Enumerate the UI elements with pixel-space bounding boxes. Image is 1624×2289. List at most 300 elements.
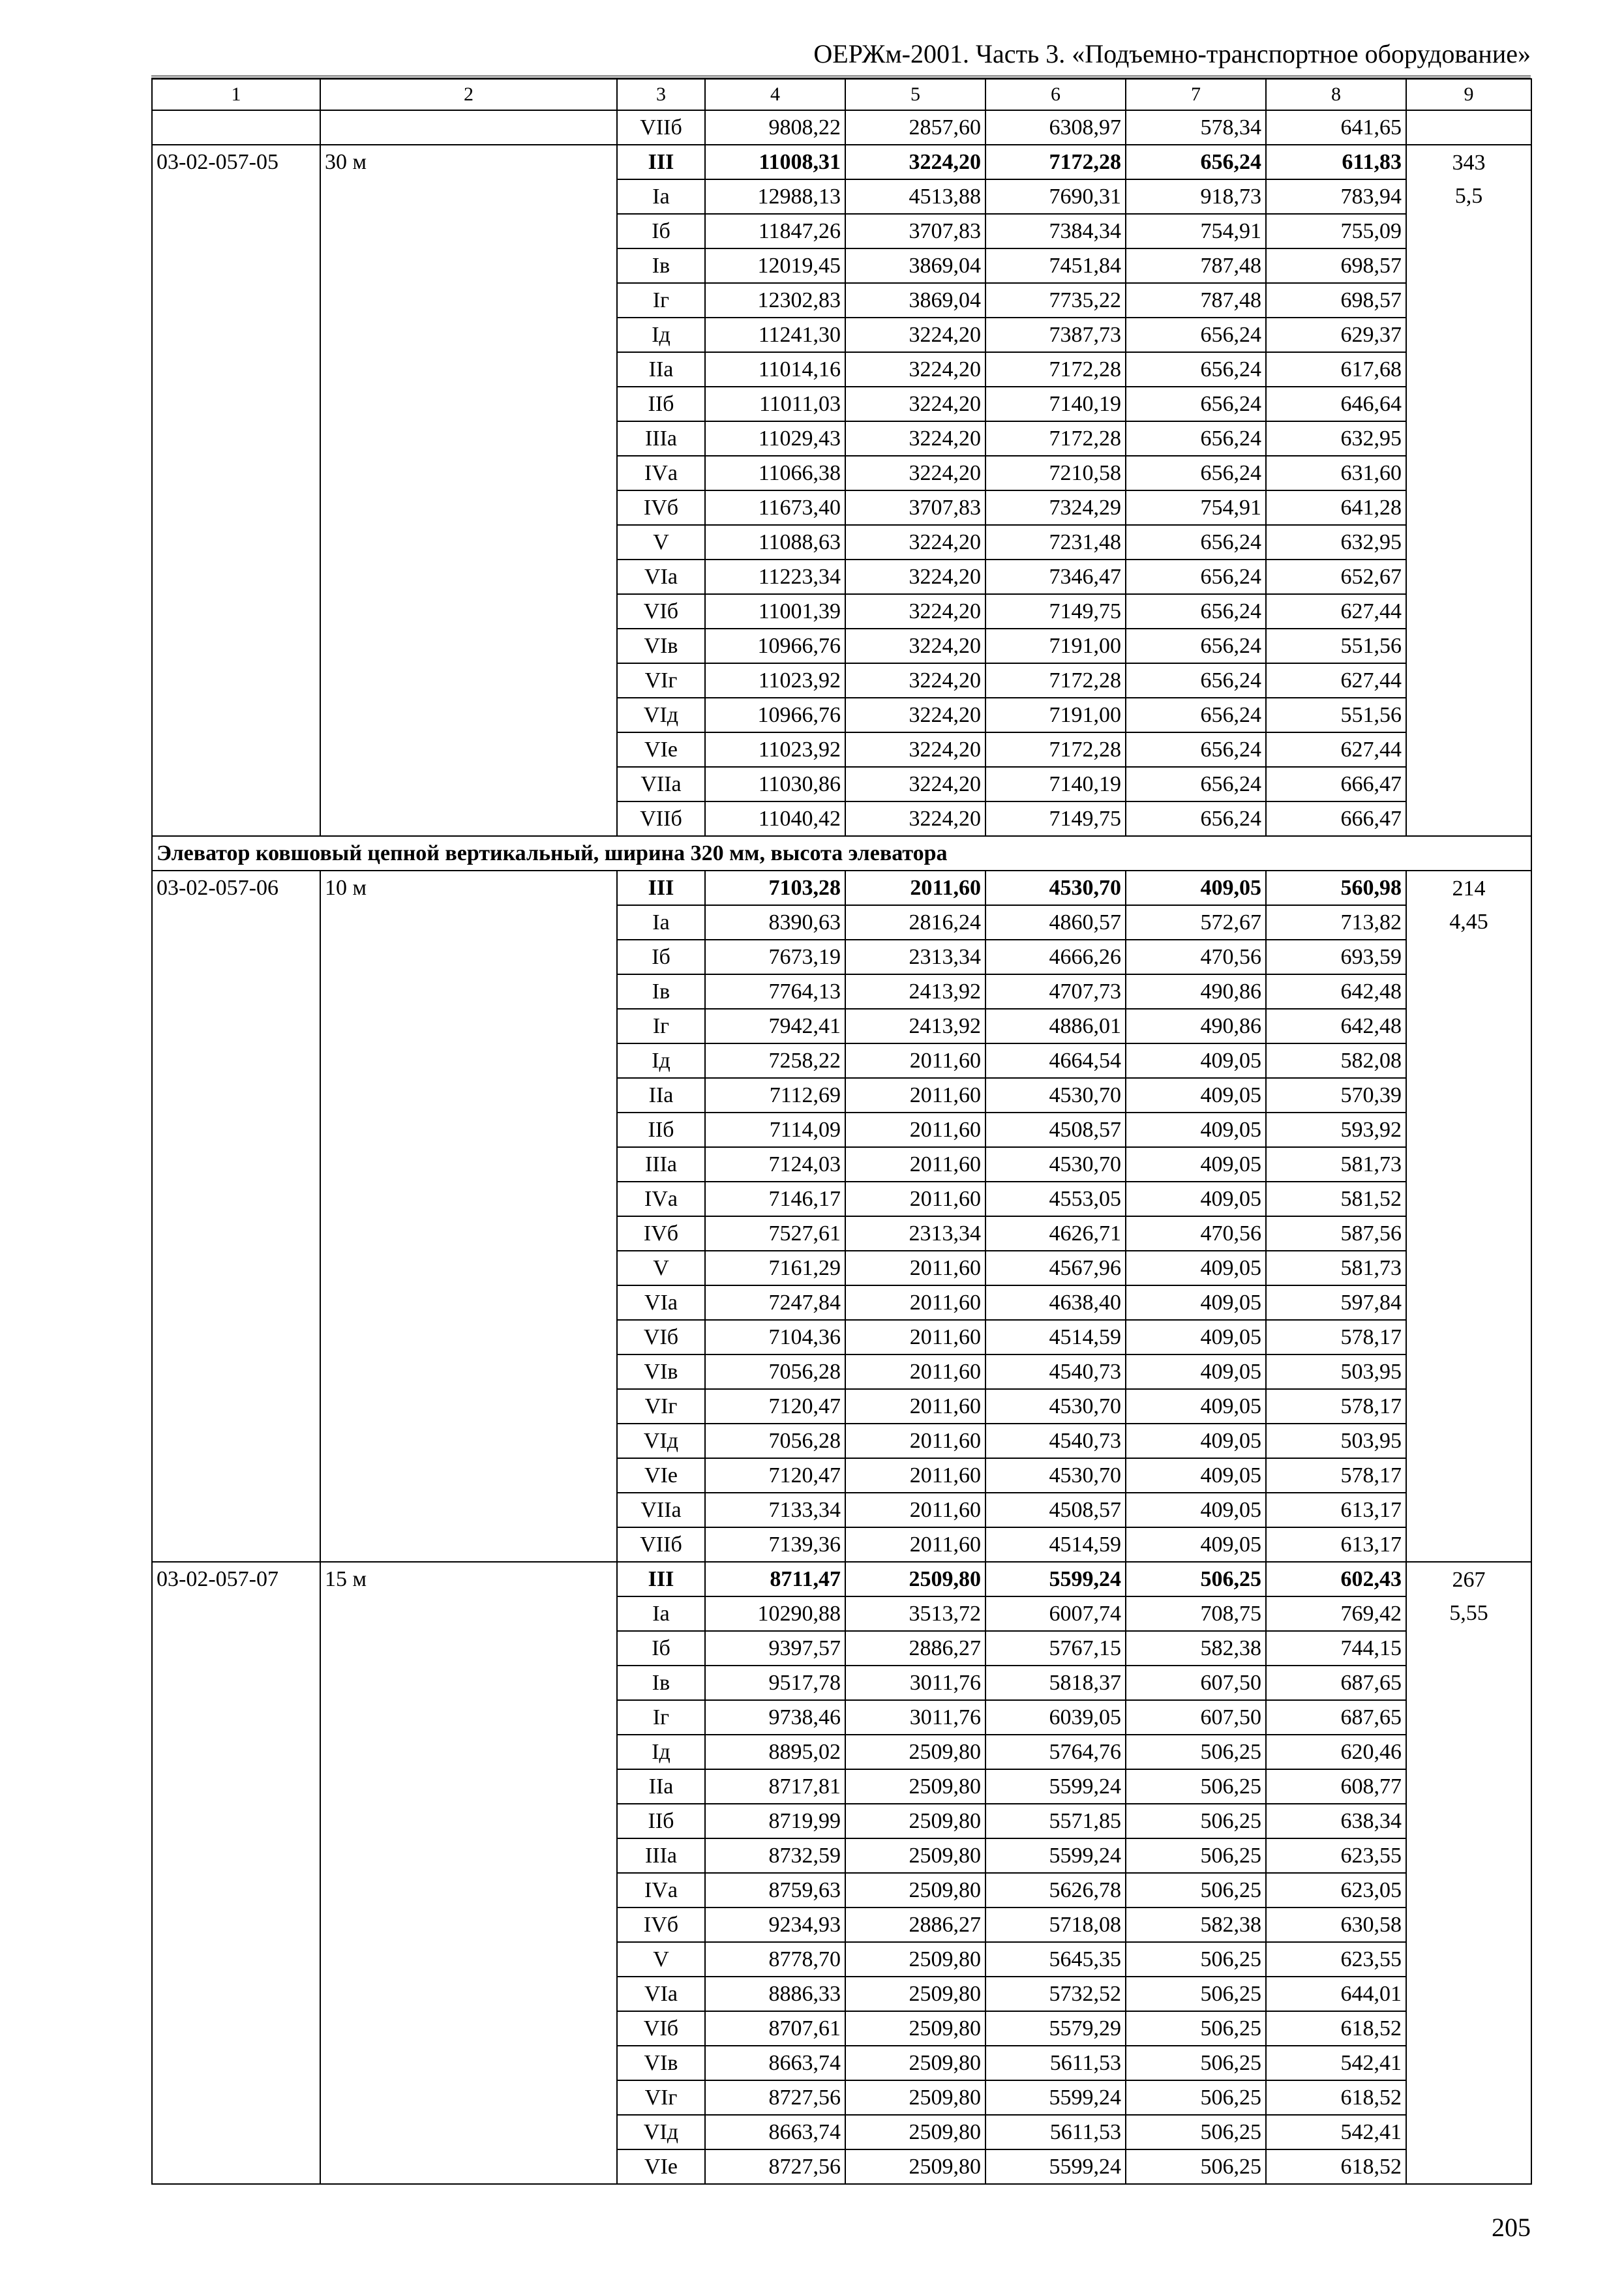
- table-cell: 4886,01: [985, 1009, 1126, 1043]
- table-cell: 641,65: [1266, 110, 1406, 145]
- table-cell: 11011,03: [705, 387, 845, 421]
- table-cell: 4530,70: [985, 1389, 1126, 1424]
- table-cell: 409,05: [1126, 1389, 1266, 1424]
- table-cell: 2011,60: [845, 1043, 985, 1078]
- table-cell: 409,05: [1126, 1285, 1266, 1320]
- table-cell: Iг: [617, 1009, 705, 1043]
- table-cell: 10966,76: [705, 698, 845, 732]
- table-cell: VIг: [617, 663, 705, 698]
- table-cell: 7139,36: [705, 1527, 845, 1562]
- table-cell: 607,50: [1126, 1700, 1266, 1735]
- table-cell: 6007,74: [985, 1596, 1126, 1631]
- table-cell: 8663,74: [705, 2115, 845, 2149]
- table-cell: 2509,80: [845, 1804, 985, 1838]
- table-cell: 551,56: [1266, 629, 1406, 663]
- table-cell: 4508,57: [985, 1493, 1126, 1527]
- table-cell: 409,05: [1126, 1320, 1266, 1354]
- table-cell: 2011,60: [845, 1527, 985, 1562]
- table-cell: VIд: [617, 2115, 705, 2149]
- table-cell: VIб: [617, 594, 705, 629]
- table-cell: VIа: [617, 1285, 705, 1320]
- table-cell: 5718,08: [985, 1908, 1126, 1942]
- table-cell: 7133,34: [705, 1493, 845, 1527]
- column-number: 2: [320, 79, 617, 110]
- table-cell: 656,24: [1126, 560, 1266, 594]
- table-cell: 656,24: [1126, 801, 1266, 836]
- table-cell: 7191,00: [985, 629, 1126, 663]
- table-cell: 618,52: [1266, 2080, 1406, 2115]
- code-cell: 03-02-057-07: [152, 1562, 320, 2184]
- table-cell: 2011,60: [845, 1493, 985, 1527]
- table-cell: 2011,60: [845, 1458, 985, 1493]
- table-cell: 506,25: [1126, 1562, 1266, 1596]
- table-cell: 11241,30: [705, 318, 845, 352]
- table-cell: 2509,80: [845, 1562, 985, 1596]
- table-cell: 646,64: [1266, 387, 1406, 421]
- table-cell: 3224,20: [845, 145, 985, 179]
- table-cell: 581,73: [1266, 1251, 1406, 1285]
- table-cell: Iб: [617, 940, 705, 974]
- table-cell: 2011,60: [845, 1182, 985, 1216]
- table-cell: 12302,83: [705, 283, 845, 318]
- table-cell: 2011,60: [845, 871, 985, 905]
- table-cell: 506,25: [1126, 2115, 1266, 2149]
- table-cell: 409,05: [1126, 1424, 1266, 1458]
- table-cell: 687,65: [1266, 1666, 1406, 1700]
- table-cell: 656,24: [1126, 456, 1266, 490]
- table-cell: Iа: [617, 1596, 705, 1631]
- table-cell: 4513,88: [845, 179, 985, 214]
- table-cell: 7172,28: [985, 663, 1126, 698]
- table-cell: 3224,20: [845, 387, 985, 421]
- table-cell: 4530,70: [985, 871, 1126, 905]
- col9-cell: 5,55: [1406, 1596, 1531, 2184]
- table-cell: VIIб: [617, 1527, 705, 1562]
- table-row-main: [152, 145, 1531, 179]
- table-cell: 4540,73: [985, 1424, 1126, 1458]
- table-cell: 542,41: [1266, 2115, 1406, 2149]
- col9-cell: 214: [1406, 871, 1531, 905]
- table-cell: 620,46: [1266, 1735, 1406, 1769]
- section-title: Элеватор ковшовый цепной вертикальный, ширина 320 мм, высота элеватора: [152, 836, 1531, 871]
- page-header: [151, 38, 1531, 78]
- table-cell: 581,52: [1266, 1182, 1406, 1216]
- table-cell: 687,65: [1266, 1700, 1406, 1735]
- column-number: 6: [985, 79, 1126, 110]
- table-cell: 2011,60: [845, 1113, 985, 1147]
- table-cell: 4530,70: [985, 1458, 1126, 1493]
- table-cell: 8390,63: [705, 905, 845, 940]
- table-cell: 582,38: [1126, 1908, 1266, 1942]
- table-cell: 656,24: [1126, 732, 1266, 767]
- table-cell: 3513,72: [845, 1596, 985, 1631]
- name-cell: 30 м: [320, 145, 617, 836]
- table-cell: V: [617, 1942, 705, 1977]
- table-cell: 7056,28: [705, 1354, 845, 1389]
- table-cell: IIб: [617, 387, 705, 421]
- table-cell: 582,38: [1126, 1631, 1266, 1666]
- table-cell: 12988,13: [705, 179, 845, 214]
- table-cell: 7231,48: [985, 525, 1126, 560]
- table-cell: 6039,05: [985, 1700, 1126, 1735]
- table-cell: 5599,24: [985, 2149, 1126, 2184]
- table-cell: 560,98: [1266, 871, 1406, 905]
- column-number: 8: [1266, 79, 1406, 110]
- table-cell: 7258,22: [705, 1043, 845, 1078]
- table-cell: 506,25: [1126, 1942, 1266, 1977]
- table-cell: Iа: [617, 905, 705, 940]
- table-cell: 5818,37: [985, 1666, 1126, 1700]
- table-cell: 652,67: [1266, 560, 1406, 594]
- table-cell: Iд: [617, 1735, 705, 1769]
- table-cell: 506,25: [1126, 1804, 1266, 1838]
- table-row: [152, 110, 1531, 145]
- table-cell: 3224,20: [845, 629, 985, 663]
- table-cell: VIIб: [617, 801, 705, 836]
- table-cell: 2011,60: [845, 1320, 985, 1354]
- table-cell: 5571,85: [985, 1804, 1126, 1838]
- table-cell: 11223,34: [705, 560, 845, 594]
- table-cell: 578,17: [1266, 1458, 1406, 1493]
- table-cell: 613,17: [1266, 1527, 1406, 1562]
- table-cell: 7161,29: [705, 1251, 845, 1285]
- table-cell: 769,42: [1266, 1596, 1406, 1631]
- table-cell: 656,24: [1126, 421, 1266, 456]
- table-cell: 4508,57: [985, 1113, 1126, 1147]
- table-cell: 627,44: [1266, 663, 1406, 698]
- table-cell: 2509,80: [845, 2115, 985, 2149]
- table-cell: Iв: [617, 1666, 705, 1700]
- table-cell: VIе: [617, 2149, 705, 2184]
- table-cell: 2011,60: [845, 1285, 985, 1320]
- table-cell: 2816,24: [845, 905, 985, 940]
- table-cell: 11008,31: [705, 145, 845, 179]
- table-cell: 607,50: [1126, 1666, 1266, 1700]
- table-cell: Iа: [617, 179, 705, 214]
- table-cell: 4638,40: [985, 1285, 1126, 1320]
- table-cell: 8719,99: [705, 1804, 845, 1838]
- table-cell: 708,75: [1126, 1596, 1266, 1631]
- table-cell: 7735,22: [985, 283, 1126, 318]
- table-cell: 2509,80: [845, 1942, 985, 1977]
- table-cell: 3224,20: [845, 698, 985, 732]
- table-cell: 7210,58: [985, 456, 1126, 490]
- name-cell: [320, 110, 617, 145]
- table-cell: VIг: [617, 2080, 705, 2115]
- table-cell: 5611,53: [985, 2115, 1126, 2149]
- col9-cell: 343: [1406, 145, 1531, 179]
- table-cell: 632,95: [1266, 421, 1406, 456]
- table-cell: 656,24: [1126, 387, 1266, 421]
- table-cell: 4707,73: [985, 974, 1126, 1009]
- table-cell: 470,56: [1126, 1216, 1266, 1251]
- table-cell: 3224,20: [845, 594, 985, 629]
- table-cell: 7673,19: [705, 940, 845, 974]
- table-cell: 7172,28: [985, 421, 1126, 456]
- table-cell: 506,25: [1126, 1977, 1266, 2011]
- table-cell: 11066,38: [705, 456, 845, 490]
- page-number: 205: [1492, 2213, 1531, 2242]
- table-cell: VIд: [617, 698, 705, 732]
- table-cell: 666,47: [1266, 767, 1406, 801]
- table-cell: 6308,97: [985, 110, 1126, 145]
- table-cell: 2886,27: [845, 1908, 985, 1942]
- table-cell: VIе: [617, 732, 705, 767]
- table-cell: 578,17: [1266, 1389, 1406, 1424]
- table-cell: 656,24: [1126, 145, 1266, 179]
- table-cell: 3011,76: [845, 1666, 985, 1700]
- table-cell: 754,91: [1126, 214, 1266, 248]
- table-cell: III: [617, 871, 705, 905]
- table-cell: 581,73: [1266, 1147, 1406, 1182]
- table-cell: VIа: [617, 560, 705, 594]
- table-cell: 587,56: [1266, 1216, 1406, 1251]
- table-cell: 5767,15: [985, 1631, 1126, 1666]
- table-cell: 2011,60: [845, 1078, 985, 1113]
- table-cell: 7346,47: [985, 560, 1126, 594]
- table-cell: 611,83: [1266, 145, 1406, 179]
- table-cell: 5764,76: [985, 1735, 1126, 1769]
- table-cell: VIв: [617, 629, 705, 663]
- table-cell: IVа: [617, 1182, 705, 1216]
- table-cell: IVб: [617, 1908, 705, 1942]
- table-cell: 7172,28: [985, 732, 1126, 767]
- table-cell: 9234,93: [705, 1908, 845, 1942]
- col9-cell: 5,5: [1406, 179, 1531, 836]
- table-cell: 409,05: [1126, 871, 1266, 905]
- table-cell: 7124,03: [705, 1147, 845, 1182]
- table-cell: 409,05: [1126, 1458, 1266, 1493]
- table-cell: 613,17: [1266, 1493, 1406, 1527]
- table-cell: 7942,41: [705, 1009, 845, 1043]
- table-cell: 8727,56: [705, 2149, 845, 2184]
- table-cell: 2509,80: [845, 1838, 985, 1873]
- table-cell: 7172,28: [985, 145, 1126, 179]
- table-cell: 578,34: [1126, 110, 1266, 145]
- table-cell: 4514,59: [985, 1320, 1126, 1354]
- table-cell: 582,08: [1266, 1043, 1406, 1078]
- table-cell: 3224,20: [845, 663, 985, 698]
- table-cell: 506,25: [1126, 2149, 1266, 2184]
- table-cell: VIIб: [617, 110, 705, 145]
- table-cell: 11023,92: [705, 732, 845, 767]
- col9-cell: 267: [1406, 1562, 1531, 1596]
- table-cell: 4860,57: [985, 905, 1126, 940]
- table-cell: 623,05: [1266, 1873, 1406, 1908]
- table-cell: 693,59: [1266, 940, 1406, 974]
- table-cell: 632,95: [1266, 525, 1406, 560]
- price-table: [151, 78, 1532, 2185]
- table-cell: 2011,60: [845, 1389, 985, 1424]
- table-cell: 656,24: [1126, 629, 1266, 663]
- table-cell: 623,55: [1266, 1942, 1406, 1977]
- table-cell: 11847,26: [705, 214, 845, 248]
- table-cell: 698,57: [1266, 248, 1406, 283]
- table-cell: 629,37: [1266, 318, 1406, 352]
- table-cell: 656,24: [1126, 594, 1266, 629]
- table-cell: 5599,24: [985, 2080, 1126, 2115]
- table-cell: 7120,47: [705, 1458, 845, 1493]
- table-cell: 409,05: [1126, 1113, 1266, 1147]
- table-cell: 5579,29: [985, 2011, 1126, 2046]
- table-cell: IIа: [617, 352, 705, 387]
- table-cell: 3224,20: [845, 767, 985, 801]
- table-cell: 3224,20: [845, 352, 985, 387]
- table-cell: 5611,53: [985, 2046, 1126, 2080]
- table-cell: 2509,80: [845, 1873, 985, 1908]
- table-cell: 642,48: [1266, 974, 1406, 1009]
- table-cell: 5626,78: [985, 1873, 1126, 1908]
- table-cell: 10966,76: [705, 629, 845, 663]
- table-cell: 8732,59: [705, 1838, 845, 1873]
- table-cell: Iг: [617, 1700, 705, 1735]
- table-cell: IVб: [617, 490, 705, 525]
- table-cell: 409,05: [1126, 1147, 1266, 1182]
- table-cell: 8778,70: [705, 1942, 845, 1977]
- table-cell: III: [617, 145, 705, 179]
- table-cell: 3224,20: [845, 421, 985, 456]
- table-cell: 7114,09: [705, 1113, 845, 1147]
- table-cell: VIв: [617, 2046, 705, 2080]
- table-cell: IVа: [617, 1873, 705, 1908]
- table-cell: 2886,27: [845, 1631, 985, 1666]
- table-cell: VIIа: [617, 1493, 705, 1527]
- table-cell: 5599,24: [985, 1838, 1126, 1873]
- table-cell: IIа: [617, 1078, 705, 1113]
- table-cell: 8663,74: [705, 2046, 845, 2080]
- table-cell: 617,68: [1266, 352, 1406, 387]
- table-cell: 9738,46: [705, 1700, 845, 1735]
- table-cell: 7149,75: [985, 594, 1126, 629]
- table-cell: 744,15: [1266, 1631, 1406, 1666]
- table-cell: Iв: [617, 974, 705, 1009]
- table-cell: 4567,96: [985, 1251, 1126, 1285]
- table-cell: 618,52: [1266, 2149, 1406, 2184]
- table-cell: 2857,60: [845, 110, 985, 145]
- table-cell: 490,86: [1126, 1009, 1266, 1043]
- column-number: 4: [705, 79, 845, 110]
- table-cell: 7140,19: [985, 767, 1126, 801]
- table-cell: 2011,60: [845, 1147, 985, 1182]
- table-cell: 578,17: [1266, 1320, 1406, 1354]
- table-cell: 787,48: [1126, 248, 1266, 283]
- table-cell: 506,25: [1126, 1769, 1266, 1804]
- table-cell: 666,47: [1266, 801, 1406, 836]
- table-cell: 8727,56: [705, 2080, 845, 2115]
- table-cell: 8759,63: [705, 1873, 845, 1908]
- table-cell: 3869,04: [845, 248, 985, 283]
- table-cell: 506,25: [1126, 1838, 1266, 1873]
- table-cell: 3224,20: [845, 318, 985, 352]
- column-number: 7: [1126, 79, 1266, 110]
- table-cell: 627,44: [1266, 594, 1406, 629]
- table-cell: Iг: [617, 283, 705, 318]
- table-cell: 3224,20: [845, 456, 985, 490]
- column-number: 3: [617, 79, 705, 110]
- table-cell: 2509,80: [845, 1735, 985, 1769]
- table-cell: 2413,92: [845, 974, 985, 1009]
- table-cell: IIа: [617, 1769, 705, 1804]
- table-cell: 4666,26: [985, 940, 1126, 974]
- table-cell: 10290,88: [705, 1596, 845, 1631]
- table-cell: 631,60: [1266, 456, 1406, 490]
- table-cell: 593,92: [1266, 1113, 1406, 1147]
- column-number: 5: [845, 79, 985, 110]
- table-cell: 5599,24: [985, 1562, 1126, 1596]
- table-cell: Iв: [617, 248, 705, 283]
- table-cell: 7764,13: [705, 974, 845, 1009]
- table-cell: Iд: [617, 318, 705, 352]
- table-cell: 918,73: [1126, 179, 1266, 214]
- table-cell: 4664,54: [985, 1043, 1126, 1078]
- table-cell: 8707,61: [705, 2011, 845, 2046]
- table-cell: 11673,40: [705, 490, 845, 525]
- table-cell: 2011,60: [845, 1251, 985, 1285]
- table-cell: IVа: [617, 456, 705, 490]
- table-cell: 3707,83: [845, 214, 985, 248]
- table-cell: 4530,70: [985, 1078, 1126, 1113]
- table-cell: 787,48: [1126, 283, 1266, 318]
- table-cell: 602,43: [1266, 1562, 1406, 1596]
- table-cell: V: [617, 525, 705, 560]
- table-cell: 3224,20: [845, 560, 985, 594]
- table-cell: 11030,86: [705, 767, 845, 801]
- table-cell: 2509,80: [845, 1977, 985, 2011]
- table-cell: 608,77: [1266, 1769, 1406, 1804]
- table-cell: 627,44: [1266, 732, 1406, 767]
- table-cell: VIIа: [617, 767, 705, 801]
- table-cell: 7112,69: [705, 1078, 845, 1113]
- table-cell: 7146,17: [705, 1182, 845, 1216]
- table-cell: 542,41: [1266, 2046, 1406, 2080]
- table-cell: 8717,81: [705, 1769, 845, 1804]
- table-cell: 2509,80: [845, 2080, 985, 2115]
- table-cell: 2509,80: [845, 2149, 985, 2184]
- table-cell: 7247,84: [705, 1285, 845, 1320]
- table-cell: 11088,63: [705, 525, 845, 560]
- table-cell: V: [617, 1251, 705, 1285]
- table-cell: 638,34: [1266, 1804, 1406, 1838]
- table-cell: 506,25: [1126, 1735, 1266, 1769]
- table-cell: 503,95: [1266, 1424, 1406, 1458]
- table-cell: 641,28: [1266, 490, 1406, 525]
- table-cell: 506,25: [1126, 2046, 1266, 2080]
- table-cell: 3707,83: [845, 490, 985, 525]
- table-cell: 4530,70: [985, 1147, 1126, 1182]
- table-cell: VIа: [617, 1977, 705, 2011]
- table-cell: III: [617, 1562, 705, 1596]
- table-cell: 2313,34: [845, 940, 985, 974]
- table-cell: 642,48: [1266, 1009, 1406, 1043]
- table-cell: IIб: [617, 1113, 705, 1147]
- table-cell: 5645,35: [985, 1942, 1126, 1977]
- name-cell: 10 м: [320, 871, 617, 1562]
- table-cell: 2313,34: [845, 1216, 985, 1251]
- code-cell: 03-02-057-05: [152, 145, 320, 836]
- table-cell: VIв: [617, 1354, 705, 1389]
- table-cell: 11001,39: [705, 594, 845, 629]
- table-cell: IIIа: [617, 421, 705, 456]
- table-cell: 2509,80: [845, 1769, 985, 1804]
- table-cell: 470,56: [1126, 940, 1266, 974]
- table-cell: 506,25: [1126, 2011, 1266, 2046]
- table-cell: 490,86: [1126, 974, 1266, 1009]
- table-cell: 7451,84: [985, 248, 1126, 283]
- table-cell: Iб: [617, 214, 705, 248]
- code-cell: 03-02-057-06: [152, 871, 320, 1562]
- table-cell: 8711,47: [705, 1562, 845, 1596]
- table-cell: 7056,28: [705, 1424, 845, 1458]
